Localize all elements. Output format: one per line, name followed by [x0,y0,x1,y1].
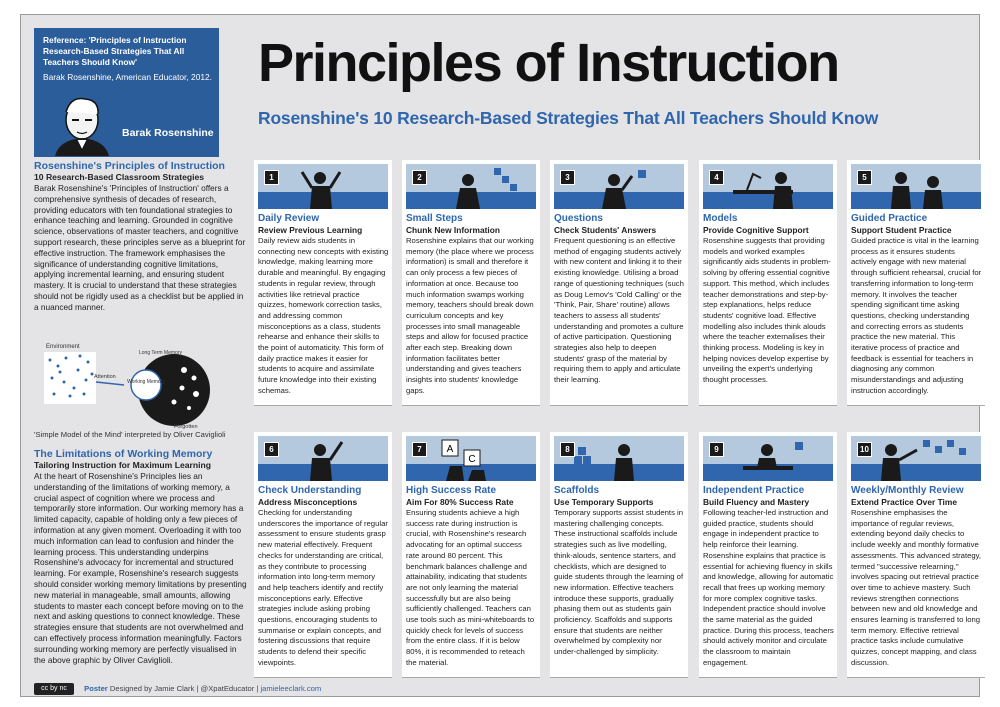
card-subtitle: Check Students' Answers [554,225,657,235]
card-illustration [703,164,833,209]
svg-text:C: C [468,454,476,465]
card-illustration [258,164,388,209]
card-illustration [703,436,833,481]
card-title: Check Understanding [258,485,362,496]
mind-model-caption: 'Simple Model of the Mind' interpreted by Oliver Caviglioli [34,430,226,439]
mind-label-forgotten: Forgotten [174,424,198,430]
mind-label-attention: Attention [94,374,116,380]
footer-credit: Designed by Jamie Clark | @XpatEducator | [109,684,259,693]
card-title: Small Steps [406,213,463,224]
sidebar-working-memory [34,448,249,665]
card-body: Checking for understanding underscores the importance of regular assessment to ensure students grasp new material effectively. Frequent checks for understanding are critical, as they contribute to processing information into long-term memory and help teachers identify and rectify misconceptions early. Effective strategies include asking probing questions, encouraging students to summarise or explain concepts, and fostering discussions that require students to defend their specific viewpoints. [258,508,388,667]
principle-card-5 [847,160,985,406]
card-title: Daily Review [258,213,320,224]
card-number: 1 [264,170,279,185]
page-subtitle: Rosenshine's 10 Research-Based Strategies That All Teachers Should Know [258,108,879,128]
card-subtitle: Aim For 80% Success Rate [406,497,514,507]
card-subtitle: Build Fluency and Mastery [703,497,810,507]
sidebar-subheading-working-memory: Tailoring Instruction for Maximum Learning [34,460,211,470]
sidebar-subheading-strategies: 10 Research-Based Classroom Strategies [34,172,205,182]
page-title: Principles of Instruction [258,33,839,93]
card-number: 8 [560,442,575,457]
card-illustration [258,436,388,481]
principle-card-3 [550,160,688,406]
card-subtitle: Address Misconceptions [258,497,358,507]
card-title: Independent Practice [703,485,805,496]
principle-card-9 [699,432,837,678]
reference-title: Reference: 'Principles of Instruction Research-Based Strategies That All Teachers Should Know' [43,35,187,67]
footer-link[interactable]: jamieleeclark.com [260,684,322,693]
card-body: Frequent questioning is an effective method of engaging students actively with new content and linking it to their existing knowledge. Utilising a broad range of questioning techniques (such as Doug Lemov's 'Cold Calling' or the 'Think, Pair, Share' routine) allows teachers to assess all students' understanding and promotes a culture of active participation. Questioning strategies also help to deepen students' grasp of the material by requiring them to apply and articulate their learning. [554,236,684,385]
card-body: Following teacher-led instruction and guided practice, students should engage in independent practice to help reinforce their learning. Rosenshine explains that practice is essential for achieving fluency in skills and knowledge, allowing for automatic recall that frees up working memory for more complex cognitive tasks. Independent practice should involve the same material as the guided practice. During this process, teachers should actively monitor and circulate the classroom to maintain engagement. [703,508,834,667]
sidebar-working-memory-text: At the heart of Rosenshine's Principles lies an understanding of the limitations of working memory, a crucial aspect of cognition where we process and temporarily store information. Our working memory has a limited capacity, capable of holding only a few pieces of information at any given moment. Overloading it with too much information can lead to confusion and hinder the learning process. This understanding underpins Rosenshine's advocacy for incremental and structured learning. For example, Rosenshine's research suggests should consider working memory limitations by presenting new material in manageable, small amounts, allowing students to master each concept before moving on to the next and asking questions to connect knowledge. These strategies ensure that students are not overwhelmed and can effectively process information meaningfully. Factors surrounding working memory are perfectly visualised in the above graphic by Oliver Caviglioli. [34,471,247,665]
principle-card-8 [550,432,688,678]
card-body: Temporary supports assist students in mastering challenging concepts. These instructional scaffolds include strategies such as live modelling, think-alouds, sentence starters, and checklists, which are designed to guide students through the learning of new information. Effective teachers introduce these supports, gradually phasing them out as students gain proficiency. Scaffolds and supports ensure that students are neither overwhelmed by complexity nor under-challenged by simplicity. [554,508,684,657]
card-body: Ensuring students achieve a high success rate during instruction is crucial, with Rosenshine's research advocating for an optimal success rate around 80 percent. This benchmark balances challenge and attainability, indicating that students are not only learning the material successfully but are also being sufficiently challenged. Teachers can use tools such as mini-whiteboards to quickly check for levels of success from the entire class. If it is below 80%, it is recommended to reteach the material. [406,508,535,667]
card-subtitle: Chunk New Information [406,225,500,235]
card-title: Weekly/Monthly Review [851,485,964,496]
card-body: Rosenshine explains that our working memory (the place where we process information) is small and therefore it can only process a few pieces of information at once. Because too much information swamps working memory, teachers should break down curriculum concepts and key processes into small manageable steps and allow for focused practice after each step. Breaking down information facilitates better understanding and gives teachers insights into students' knowledge gaps. [406,236,534,395]
card-number: 3 [560,170,575,185]
card-body: Guided practice is vital in the learning process as it ensures students actively engage with new material through sufficient rehearsal, crucial for transferring information to long-term memory. It involves the teacher spending significant time asking questions, checking understanding and correcting errors as students practice the new material. This iterative process of practice and feedback is essential for teachers in diagnosing any common misunderstandings and adjusting instruction accordingly. [851,236,982,395]
sidebar-heading-working-memory: The Limitations of Working Memory [34,448,213,460]
reference-citation: Barak Rosenshine, American Educator, 2012. [43,72,212,82]
card-body: Daily review aids students in connecting new concepts with existing knowledge, making learning more durable and meaningful. By engaging students in regular review, through activities like retrieval practice quizzes, homework correction tasks, and addressing common misconceptions as a class, students rehearse and enhance their skills to the point of automaticity. This form of daily practice makes it easier for students to acquire and assimilate future knowledge into their existing schemas. [258,236,389,395]
sidebar-intro [34,160,249,313]
reference-box [34,28,219,157]
mind-label-environment: Environment [46,344,80,350]
principle-card-1 [254,160,392,406]
principle-card-7 [402,432,540,678]
principle-card-2 [402,160,540,406]
card-number: 5 [857,170,872,185]
principle-card-6 [254,432,392,678]
card-subtitle: Use Temporary Supports [554,497,654,507]
footer [34,683,321,695]
card-number: 4 [709,170,724,185]
creative-commons-badge: cc by nc [34,683,74,695]
card-number: 10 [857,442,872,457]
mind-label-long-term-memory: Long Term Memory [139,350,182,356]
card-number: 7 [412,442,427,457]
svg-text:A: A [446,444,454,455]
card-title: Scaffolds [554,485,600,496]
portrait-illustration [37,90,117,156]
card-illustration [851,436,981,481]
card-title: High Success Rate [406,485,497,496]
mind-model-diagram [34,330,234,430]
card-title: Models [703,213,738,224]
card-number: 6 [264,442,279,457]
card-illustration [554,164,684,209]
card-subtitle: Review Previous Learning [258,225,363,235]
principle-card-10 [847,432,985,678]
sidebar-intro-text: Barak Rosenshine's 'Principles of Instruction' offers a comprehensive synthesis of decades of research, providing educators with ten foundational strategies to enhance teaching and learning. Grounded in cognitive science, observations of master teachers, and cognitive support research, these principles serve as a blueprint for effective instruction. The framework emphasises the significance of understanding cognitive limitations, applying incremental learning, and ensuring student mastery. It is crucial to understand that these strategies should not be rigidly used as a checklist but be applied in a nuanced manner. [34,183,246,312]
principle-card-4 [699,160,837,406]
card-title: Questions [554,213,603,224]
card-number: 9 [709,442,724,457]
card-illustration [406,436,536,481]
card-title: Guided Practice [851,213,928,224]
portrait-name: Barak Rosenshine [122,127,214,139]
card-subtitle: Support Student Practice [851,225,952,235]
card-illustration [554,436,684,481]
card-illustration [851,164,981,209]
sidebar-heading-principles: Rosenshine's Principles of Instruction [34,160,225,172]
card-body: Rosenshine emphasises the importance of regular reviews, extending beyond daily checks to include weekly and monthly formative assessments. This advanced strategy, termed "successive relearning," involves spacing out retrieval practice over time to achieve mastery. Such reviews strengthen connections between new and old knowledge and ensures learning is transferred to long term memory. Effective retrieval practice tasks include cumulative quizzes, concept mapping, and class discussion. [851,508,982,667]
mind-label-working-memory: Working Memory [127,379,165,385]
card-subtitle: Extend Practice Over Time [851,497,957,507]
card-body: Rosenshine suggests that providing models and worked examples significantly aids students in problem-solving by offering essential cognitive support. This method, which includes teacher demonstrations and step-by-step explanations, helps reduce students' cognitive load. Effective modelling also includes think alouds where the teacher externalises their thinking process. Modeling is key in helping novices develop expertise by unveiling the expert's underlying thought processes. [703,236,831,385]
footer-poster-label: Poster [84,684,108,693]
card-number: 2 [412,170,427,185]
card-illustration [406,164,536,209]
card-subtitle: Provide Cognitive Support [703,225,809,235]
